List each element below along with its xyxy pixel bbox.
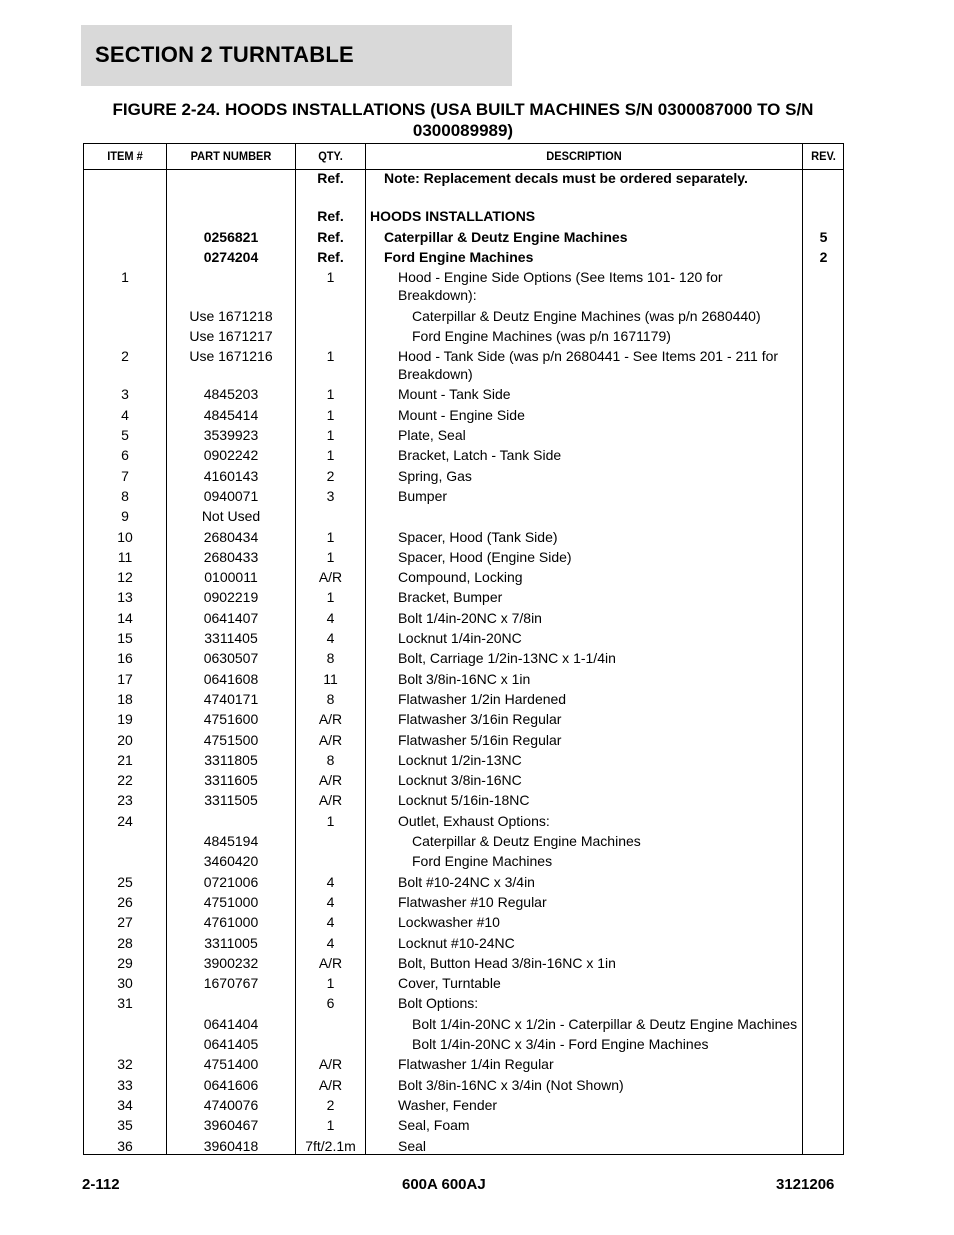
cell-description: Lockwasher #10 xyxy=(398,914,500,931)
cell-part-number: 4761000 xyxy=(203,914,259,931)
cell-item: 24 xyxy=(117,812,133,829)
cell-part-number: 4751000 xyxy=(203,893,259,910)
cell-item: 2 xyxy=(121,348,129,365)
cell-part-number: 4751600 xyxy=(203,711,259,728)
cell-description: Bracket, Bumper xyxy=(398,589,503,606)
cell-part-number: 4845203 xyxy=(203,386,259,403)
cell-qty: Ref. xyxy=(317,248,344,265)
cell-part-number: 1670767 xyxy=(203,975,259,992)
cell-qty: 1 xyxy=(326,447,335,464)
header-qty: QTY. xyxy=(318,149,343,163)
cell-description: Mount - Tank Side xyxy=(398,386,511,403)
cell-description: Seal, Foam xyxy=(398,1117,470,1134)
cell-qty: 4 xyxy=(326,893,335,910)
cell-description: Outlet, Exhaust Options: xyxy=(398,812,550,829)
cell-item: 27 xyxy=(117,914,133,931)
cell-qty: 1 xyxy=(326,548,335,565)
cell-rev: 5 xyxy=(819,228,828,245)
cell-description: Hood - Engine Side Options (See Items 101- 120 for Breakdown): xyxy=(398,269,723,304)
cell-description: Caterpillar & Deutz Engine Machines xyxy=(412,833,641,849)
cell-part-number: 3311505 xyxy=(204,792,258,809)
cell-item: 9 xyxy=(121,508,129,525)
cell-part-number: 3311405 xyxy=(204,630,258,646)
cell-description: Spacer, Hood (Engine Side) xyxy=(398,548,572,565)
cell-item: 28 xyxy=(117,934,133,951)
cell-qty: 1 xyxy=(326,406,335,423)
cell-description: Caterpillar & Deutz Engine Machines (was p/n 2680440) xyxy=(412,307,761,324)
cell-part-number: 4751500 xyxy=(203,731,259,748)
cell-part-number: 0641608 xyxy=(203,670,259,687)
cell-part-number: Use 1671218 xyxy=(189,307,273,324)
cell-part-number: 3460420 xyxy=(203,853,259,870)
header-item: ITEM # xyxy=(107,149,143,163)
section-banner xyxy=(81,25,512,86)
cell-description: Ford Engine Machines xyxy=(412,853,553,870)
cell-description: Flatwasher 5/16in Regular xyxy=(398,731,562,748)
cell-item: 29 xyxy=(117,954,133,971)
cell-item: 7 xyxy=(121,467,129,484)
cell-description: Locknut #10-24NC xyxy=(398,934,515,951)
cell-qty: 2 xyxy=(326,467,335,484)
cell-description: Hood - Tank Side (was p/n 2680441 - See Items 201 - 211 for Breakdown) xyxy=(398,348,779,383)
cell-qty: A/R xyxy=(318,731,343,748)
cell-qty: 1 xyxy=(326,386,335,403)
cell-qty: 4 xyxy=(326,873,335,890)
cell-description: Plate, Seal xyxy=(398,427,466,443)
cell-part-number: 3900232 xyxy=(203,954,259,971)
cell-part-number: 0641407 xyxy=(203,609,259,626)
cell-item: 11 xyxy=(117,548,133,565)
cell-description: Caterpillar & Deutz Engine Machines xyxy=(384,228,628,245)
model-label: 600A 600AJ xyxy=(402,1176,486,1193)
cell-description: Ford Engine Machines xyxy=(384,248,534,265)
cell-description: Compound, Locking xyxy=(398,569,523,586)
cell-qty: 8 xyxy=(326,690,335,707)
cell-part-number: 2680434 xyxy=(203,528,259,545)
cell-qty: Ref. xyxy=(317,228,344,245)
cell-item: 22 xyxy=(117,772,133,789)
cell-description: Spacer, Hood (Tank Side) xyxy=(398,528,558,545)
cell-item: 30 xyxy=(117,975,133,992)
cell-qty: 4 xyxy=(326,609,335,626)
cell-description: HOODS INSTALLATIONS xyxy=(370,208,536,225)
cell-item: 25 xyxy=(117,873,133,890)
cell-part-number: 2680433 xyxy=(203,548,259,565)
cell-description: Bolt 1/4in-20NC x 7/8in xyxy=(398,609,542,626)
section-title: SECTION 2 TURNTABLE xyxy=(95,42,354,67)
cell-description: Flatwasher 1/2in Hardened xyxy=(398,690,567,707)
cell-part-number: 0100011 xyxy=(204,569,258,586)
cell-description: Bolt 3/8in-16NC x 3/4in (Not Shown) xyxy=(398,1076,624,1093)
cell-description: Locknut 5/16in-18NC xyxy=(398,792,530,809)
cell-description: Bolt 1/4in-20NC x 3/4in - Ford Engine Machines xyxy=(412,1036,709,1052)
cell-qty: A/R xyxy=(318,569,343,586)
cell-item: 13 xyxy=(117,589,133,606)
cell-part-number: 3539923 xyxy=(203,427,259,443)
cell-item: 18 xyxy=(117,690,133,707)
cell-qty: 2 xyxy=(326,1096,335,1113)
cell-qty: A/R xyxy=(318,1056,343,1073)
cell-qty: 1 xyxy=(326,589,335,606)
cell-item: 14 xyxy=(117,609,133,626)
cell-item: 23 xyxy=(117,792,133,809)
figure-title: FIGURE 2-24. HOODS INSTALLATIONS (USA BUILT MACHINES S/N 0300087000 TO S/N 0300089989) xyxy=(112,100,814,140)
cell-qty: 1 xyxy=(326,1117,335,1134)
cell-part-number: 3960467 xyxy=(203,1117,259,1134)
cell-part-number: 0274204 xyxy=(203,248,259,265)
cell-description: Locknut 3/8in-16NC xyxy=(398,772,522,789)
cell-item: 32 xyxy=(117,1056,133,1073)
header-description: DESCRIPTION xyxy=(546,149,622,163)
cell-description: Bolt, Button Head 3/8in-16NC x 1in xyxy=(398,954,616,971)
cell-part-number: Use 1671216 xyxy=(189,348,273,365)
cell-part-number: 0641606 xyxy=(203,1076,259,1093)
cell-item: 20 xyxy=(117,731,133,748)
cell-qty: A/R xyxy=(318,954,343,971)
cell-description: Locknut 1/4in-20NC xyxy=(398,630,522,646)
cell-part-number: 0721006 xyxy=(203,873,259,890)
cell-item: 15 xyxy=(117,630,133,646)
cell-description: Flatwasher 1/4in Regular xyxy=(398,1056,554,1073)
cell-description: Bolt 1/4in-20NC x 1/2in - Caterpillar & Deutz Engine Machines xyxy=(412,1015,798,1032)
cell-part-number: 4160143 xyxy=(203,467,259,484)
cell-part-number: 3311005 xyxy=(204,934,258,951)
cell-item: 31 xyxy=(117,995,133,1012)
cell-item: 35 xyxy=(117,1117,133,1134)
doc-number: 3121206 xyxy=(776,1176,835,1193)
cell-qty: A/R xyxy=(318,711,343,728)
header-part-number: PART NUMBER xyxy=(190,149,272,163)
cell-qty: 8 xyxy=(326,751,335,768)
cell-description: Locknut 1/2in-13NC xyxy=(398,751,522,768)
cell-part-number: 4740076 xyxy=(203,1096,259,1113)
cell-item: 10 xyxy=(117,528,133,545)
cell-part-number: 0256821 xyxy=(203,228,259,245)
cell-description: Bracket, Latch - Tank Side xyxy=(398,447,562,464)
cell-qty: 4 xyxy=(326,914,335,931)
column-divider xyxy=(365,144,366,1154)
parts-table xyxy=(83,143,844,1155)
cell-item: 21 xyxy=(117,751,133,768)
cell-description: Ford Engine Machines (was p/n 1671179) xyxy=(412,327,671,344)
cell-part-number: 0902219 xyxy=(203,589,259,606)
cell-item: 1 xyxy=(121,269,129,286)
cell-description: Cover, Turntable xyxy=(398,975,501,992)
cell-qty: Ref. xyxy=(317,170,344,186)
cell-item: 26 xyxy=(117,893,133,910)
cell-part-number: 3311605 xyxy=(204,772,258,789)
cell-part-number: 3311805 xyxy=(204,751,258,768)
cell-part-number: 4740171 xyxy=(203,690,259,707)
cell-qty: 6 xyxy=(326,995,335,1012)
cell-qty: A/R xyxy=(318,772,343,789)
cell-description: Bumper xyxy=(398,487,448,504)
cell-item: 34 xyxy=(117,1096,133,1113)
cell-description: Bolt, Carriage 1/2in-13NC x 1-1/4in xyxy=(398,650,616,667)
cell-item: 8 xyxy=(121,487,129,504)
cell-item: 4 xyxy=(121,406,129,423)
cell-description: Spring, Gas xyxy=(398,467,472,484)
cell-description: Seal xyxy=(398,1137,427,1154)
cell-item: 16 xyxy=(117,650,133,667)
cell-qty: 8 xyxy=(326,650,335,667)
cell-qty: 1 xyxy=(326,975,335,992)
cell-part-number: 3960418 xyxy=(203,1137,259,1154)
cell-qty: A/R xyxy=(318,792,343,809)
cell-description: Bolt #10-24NC x 3/4in xyxy=(398,873,535,890)
cell-qty: 1 xyxy=(326,427,335,443)
cell-item: 17 xyxy=(117,670,133,687)
cell-qty: Ref. xyxy=(317,208,344,225)
cell-part-number: 0940071 xyxy=(203,487,259,504)
cell-qty: 1 xyxy=(326,812,335,829)
cell-item: 5 xyxy=(121,427,129,443)
cell-part-number: Use 1671217 xyxy=(189,327,273,344)
column-divider xyxy=(802,144,803,1154)
cell-part-number: 4751400 xyxy=(203,1056,259,1073)
cell-part-number: 0641405 xyxy=(203,1036,259,1052)
cell-part-number: 0641404 xyxy=(203,1015,259,1032)
cell-item: 19 xyxy=(117,711,133,728)
cell-qty: 1 xyxy=(326,528,335,545)
cell-item: 12 xyxy=(117,569,133,586)
cell-qty: A/R xyxy=(318,1076,343,1093)
cell-qty: 11 xyxy=(323,670,338,687)
cell-description: Flatwasher 3/16in Regular xyxy=(398,711,562,728)
cell-rev: 2 xyxy=(819,248,828,265)
cell-qty: 4 xyxy=(326,934,335,951)
cell-description: Mount - Engine Side xyxy=(398,406,525,423)
cell-description: Flatwasher #10 Regular xyxy=(398,893,547,910)
cell-item: 6 xyxy=(121,447,129,464)
header-rev: REV. xyxy=(811,149,836,163)
cell-item: 3 xyxy=(121,386,129,403)
cell-qty: 4 xyxy=(326,630,335,646)
cell-qty: 1 xyxy=(326,348,335,365)
cell-item: 36 xyxy=(117,1137,133,1154)
cell-qty: 1 xyxy=(326,269,335,286)
cell-part-number: 0630507 xyxy=(203,650,259,667)
cell-qty: 7ft/2.1m xyxy=(305,1137,356,1154)
cell-part-number: 0902242 xyxy=(203,447,259,464)
cell-description: Bolt 3/8in-16NC x 1in xyxy=(398,670,531,687)
cell-part-number: 4845414 xyxy=(203,406,259,423)
cell-qty: 3 xyxy=(326,487,335,504)
cell-description: Washer, Fender xyxy=(398,1096,498,1113)
cell-description: Note: Replacement decals must be ordered separately. xyxy=(384,170,748,186)
cell-description: Bolt Options: xyxy=(398,995,479,1012)
cell-part-number: Not Used xyxy=(201,508,261,525)
cell-part-number: 4845194 xyxy=(203,833,259,849)
cell-item: 33 xyxy=(117,1076,133,1093)
page-number: 2-112 xyxy=(82,1176,120,1193)
